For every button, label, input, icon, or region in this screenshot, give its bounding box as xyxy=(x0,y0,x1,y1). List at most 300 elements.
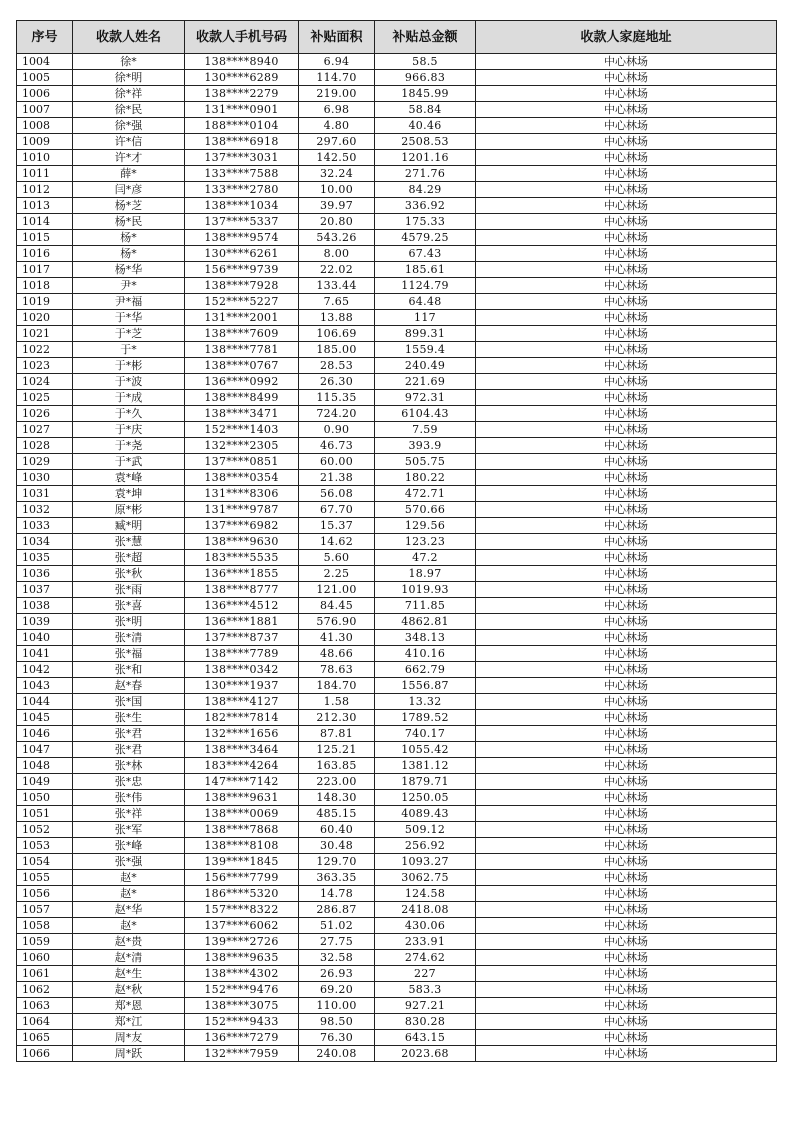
phone-cell: 137****8737 xyxy=(185,630,299,646)
serial-number-cell: 1058 xyxy=(17,918,73,934)
area-cell: 32.24 xyxy=(299,166,375,182)
serial-number-cell: 1054 xyxy=(17,854,73,870)
address-cell: 中心林场 xyxy=(476,438,777,454)
payee-name-cell: 张*林 xyxy=(73,758,185,774)
amount-cell: 2508.53 xyxy=(375,134,476,150)
phone-cell: 156****9739 xyxy=(185,262,299,278)
payee-name-cell: 薛* xyxy=(73,166,185,182)
header-row xyxy=(17,21,777,54)
serial-number-cell: 1051 xyxy=(17,806,73,822)
area-cell: 1.58 xyxy=(299,694,375,710)
serial-number-cell: 1065 xyxy=(17,1030,73,1046)
serial-number-cell: 1034 xyxy=(17,534,73,550)
phone-cell: 139****1845 xyxy=(185,854,299,870)
area-cell: 297.60 xyxy=(299,134,375,150)
serial-number-cell: 1011 xyxy=(17,166,73,182)
address-cell: 中心林场 xyxy=(476,326,777,342)
payee-name-cell: 张*秋 xyxy=(73,566,185,582)
amount-cell: 348.13 xyxy=(375,630,476,646)
address-cell: 中心林场 xyxy=(476,822,777,838)
amount-cell: 662.79 xyxy=(375,662,476,678)
area-cell: 20.80 xyxy=(299,214,375,230)
serial-number-cell: 1017 xyxy=(17,262,73,278)
address-cell: 中心林场 xyxy=(476,550,777,566)
address-cell: 中心林场 xyxy=(476,262,777,278)
address-cell: 中心林场 xyxy=(476,502,777,518)
phone-cell: 133****7588 xyxy=(185,166,299,182)
table-row xyxy=(17,582,777,598)
subsidy-payee-table xyxy=(16,20,777,1062)
header-home-address: 收款人家庭地址 xyxy=(476,21,777,54)
phone-cell: 152****1403 xyxy=(185,422,299,438)
payee-name-cell: 臧*明 xyxy=(73,518,185,534)
serial-number-cell: 1062 xyxy=(17,982,73,998)
area-cell: 223.00 xyxy=(299,774,375,790)
table-row xyxy=(17,950,777,966)
serial-number-cell: 1046 xyxy=(17,726,73,742)
table-row xyxy=(17,70,777,86)
phone-cell: 138****3471 xyxy=(185,406,299,422)
address-cell: 中心林场 xyxy=(476,662,777,678)
payee-name-cell: 杨*民 xyxy=(73,214,185,230)
amount-cell: 1845.99 xyxy=(375,86,476,102)
address-cell: 中心林场 xyxy=(476,710,777,726)
amount-cell: 18.97 xyxy=(375,566,476,582)
serial-number-cell: 1066 xyxy=(17,1046,73,1062)
payee-name-cell: 赵*春 xyxy=(73,678,185,694)
area-cell: 32.58 xyxy=(299,950,375,966)
serial-number-cell: 1032 xyxy=(17,502,73,518)
subsidy-payee-table-sheet xyxy=(16,20,776,1062)
address-cell: 中心林场 xyxy=(476,86,777,102)
serial-number-cell: 1027 xyxy=(17,422,73,438)
area-cell: 543.26 xyxy=(299,230,375,246)
table-row xyxy=(17,742,777,758)
amount-cell: 124.58 xyxy=(375,886,476,902)
payee-name-cell: 张*强 xyxy=(73,854,185,870)
area-cell: 6.94 xyxy=(299,54,375,70)
payee-name-cell: 张*生 xyxy=(73,710,185,726)
area-cell: 724.20 xyxy=(299,406,375,422)
amount-cell: 2023.68 xyxy=(375,1046,476,1062)
table-row xyxy=(17,726,777,742)
address-cell: 中心林场 xyxy=(476,630,777,646)
table-header xyxy=(17,21,777,54)
phone-cell: 183****5535 xyxy=(185,550,299,566)
phone-cell: 137****6062 xyxy=(185,918,299,934)
table-row xyxy=(17,566,777,582)
area-cell: 60.40 xyxy=(299,822,375,838)
phone-cell: 138****9574 xyxy=(185,230,299,246)
serial-number-cell: 1008 xyxy=(17,118,73,134)
address-cell: 中心林场 xyxy=(476,358,777,374)
area-cell: 27.75 xyxy=(299,934,375,950)
phone-cell: 138****9631 xyxy=(185,790,299,806)
area-cell: 30.48 xyxy=(299,838,375,854)
serial-number-cell: 1040 xyxy=(17,630,73,646)
serial-number-cell: 1061 xyxy=(17,966,73,982)
area-cell: 14.62 xyxy=(299,534,375,550)
amount-cell: 7.59 xyxy=(375,422,476,438)
phone-cell: 130****6289 xyxy=(185,70,299,86)
serial-number-cell: 1024 xyxy=(17,374,73,390)
address-cell: 中心林场 xyxy=(476,278,777,294)
header-serial-number: 序号 xyxy=(17,21,73,54)
phone-cell: 138****7609 xyxy=(185,326,299,342)
payee-name-cell: 张*清 xyxy=(73,630,185,646)
amount-cell: 927.21 xyxy=(375,998,476,1014)
serial-number-cell: 1014 xyxy=(17,214,73,230)
area-cell: 129.70 xyxy=(299,854,375,870)
amount-cell: 84.29 xyxy=(375,182,476,198)
area-cell: 142.50 xyxy=(299,150,375,166)
serial-number-cell: 1005 xyxy=(17,70,73,86)
payee-name-cell: 于*芝 xyxy=(73,326,185,342)
amount-cell: 1250.05 xyxy=(375,790,476,806)
address-cell: 中心林场 xyxy=(476,1046,777,1062)
area-cell: 2.25 xyxy=(299,566,375,582)
address-cell: 中心林场 xyxy=(476,246,777,262)
amount-cell: 221.69 xyxy=(375,374,476,390)
amount-cell: 1789.52 xyxy=(375,710,476,726)
payee-name-cell: 杨* xyxy=(73,246,185,262)
address-cell: 中心林场 xyxy=(476,934,777,950)
area-cell: 22.02 xyxy=(299,262,375,278)
amount-cell: 336.92 xyxy=(375,198,476,214)
amount-cell: 472.71 xyxy=(375,486,476,502)
serial-number-cell: 1028 xyxy=(17,438,73,454)
amount-cell: 185.61 xyxy=(375,262,476,278)
phone-cell: 138****0767 xyxy=(185,358,299,374)
payee-name-cell: 张*国 xyxy=(73,694,185,710)
payee-name-cell: 于*成 xyxy=(73,390,185,406)
amount-cell: 4089.43 xyxy=(375,806,476,822)
phone-cell: 138****6918 xyxy=(185,134,299,150)
payee-name-cell: 徐*强 xyxy=(73,118,185,134)
phone-cell: 130****6261 xyxy=(185,246,299,262)
table-row xyxy=(17,246,777,262)
serial-number-cell: 1031 xyxy=(17,486,73,502)
serial-number-cell: 1021 xyxy=(17,326,73,342)
amount-cell: 58.84 xyxy=(375,102,476,118)
area-cell: 56.08 xyxy=(299,486,375,502)
table-row xyxy=(17,342,777,358)
phone-cell: 131****2001 xyxy=(185,310,299,326)
payee-name-cell: 张*慧 xyxy=(73,534,185,550)
area-cell: 114.70 xyxy=(299,70,375,86)
table-row xyxy=(17,422,777,438)
phone-cell: 152****9476 xyxy=(185,982,299,998)
table-row xyxy=(17,198,777,214)
payee-name-cell: 赵*秋 xyxy=(73,982,185,998)
payee-name-cell: 赵*生 xyxy=(73,966,185,982)
area-cell: 485.15 xyxy=(299,806,375,822)
phone-cell: 136****7279 xyxy=(185,1030,299,1046)
payee-name-cell: 张*福 xyxy=(73,646,185,662)
address-cell: 中心林场 xyxy=(476,1030,777,1046)
amount-cell: 570.66 xyxy=(375,502,476,518)
address-cell: 中心林场 xyxy=(476,342,777,358)
serial-number-cell: 1007 xyxy=(17,102,73,118)
serial-number-cell: 1036 xyxy=(17,566,73,582)
area-cell: 125.21 xyxy=(299,742,375,758)
address-cell: 中心林场 xyxy=(476,534,777,550)
table-row xyxy=(17,934,777,950)
address-cell: 中心林场 xyxy=(476,694,777,710)
area-cell: 15.37 xyxy=(299,518,375,534)
area-cell: 7.65 xyxy=(299,294,375,310)
table-row xyxy=(17,870,777,886)
payee-name-cell: 张*超 xyxy=(73,550,185,566)
serial-number-cell: 1050 xyxy=(17,790,73,806)
address-cell: 中心林场 xyxy=(476,966,777,982)
address-cell: 中心林场 xyxy=(476,566,777,582)
address-cell: 中心林场 xyxy=(476,454,777,470)
table-row xyxy=(17,358,777,374)
address-cell: 中心林场 xyxy=(476,230,777,246)
area-cell: 133.44 xyxy=(299,278,375,294)
phone-cell: 132****2305 xyxy=(185,438,299,454)
payee-name-cell: 尹*福 xyxy=(73,294,185,310)
phone-cell: 183****4264 xyxy=(185,758,299,774)
address-cell: 中心林场 xyxy=(476,182,777,198)
area-cell: 78.63 xyxy=(299,662,375,678)
amount-cell: 233.91 xyxy=(375,934,476,950)
payee-name-cell: 于* xyxy=(73,342,185,358)
payee-name-cell: 郑*恩 xyxy=(73,998,185,1014)
table-row xyxy=(17,502,777,518)
table-row xyxy=(17,182,777,198)
table-row xyxy=(17,806,777,822)
area-cell: 148.30 xyxy=(299,790,375,806)
phone-cell: 186****5320 xyxy=(185,886,299,902)
address-cell: 中心林场 xyxy=(476,294,777,310)
area-cell: 69.20 xyxy=(299,982,375,998)
serial-number-cell: 1044 xyxy=(17,694,73,710)
payee-name-cell: 于*彬 xyxy=(73,358,185,374)
phone-cell: 136****1855 xyxy=(185,566,299,582)
table-row xyxy=(17,310,777,326)
amount-cell: 1381.12 xyxy=(375,758,476,774)
address-cell: 中心林场 xyxy=(476,870,777,886)
address-cell: 中心林场 xyxy=(476,518,777,534)
phone-cell: 137****3031 xyxy=(185,150,299,166)
serial-number-cell: 1047 xyxy=(17,742,73,758)
serial-number-cell: 1035 xyxy=(17,550,73,566)
table-row xyxy=(17,918,777,934)
amount-cell: 643.15 xyxy=(375,1030,476,1046)
phone-cell: 147****7142 xyxy=(185,774,299,790)
phone-cell: 139****2726 xyxy=(185,934,299,950)
phone-cell: 133****2780 xyxy=(185,182,299,198)
amount-cell: 256.92 xyxy=(375,838,476,854)
address-cell: 中心林场 xyxy=(476,790,777,806)
payee-name-cell: 张*喜 xyxy=(73,598,185,614)
header-payee-phone: 收款人手机号码 xyxy=(185,21,299,54)
table-row xyxy=(17,390,777,406)
area-cell: 5.60 xyxy=(299,550,375,566)
table-row xyxy=(17,1030,777,1046)
table-row xyxy=(17,630,777,646)
area-cell: 363.35 xyxy=(299,870,375,886)
phone-cell: 138****8940 xyxy=(185,54,299,70)
table-row xyxy=(17,614,777,630)
serial-number-cell: 1013 xyxy=(17,198,73,214)
serial-number-cell: 1010 xyxy=(17,150,73,166)
payee-name-cell: 赵* xyxy=(73,918,185,934)
serial-number-cell: 1059 xyxy=(17,934,73,950)
phone-cell: 138****0354 xyxy=(185,470,299,486)
address-cell: 中心林场 xyxy=(476,198,777,214)
area-cell: 87.81 xyxy=(299,726,375,742)
table-row xyxy=(17,822,777,838)
phone-cell: 131****0901 xyxy=(185,102,299,118)
phone-cell: 138****4127 xyxy=(185,694,299,710)
phone-cell: 157****8322 xyxy=(185,902,299,918)
phone-cell: 138****0342 xyxy=(185,662,299,678)
serial-number-cell: 1045 xyxy=(17,710,73,726)
area-cell: 163.85 xyxy=(299,758,375,774)
amount-cell: 271.76 xyxy=(375,166,476,182)
payee-name-cell: 张*忠 xyxy=(73,774,185,790)
phone-cell: 138****7781 xyxy=(185,342,299,358)
phone-cell: 132****1656 xyxy=(185,726,299,742)
amount-cell: 1019.93 xyxy=(375,582,476,598)
table-row xyxy=(17,470,777,486)
amount-cell: 1201.16 xyxy=(375,150,476,166)
area-cell: 115.35 xyxy=(299,390,375,406)
amount-cell: 740.17 xyxy=(375,726,476,742)
phone-cell: 138****3464 xyxy=(185,742,299,758)
address-cell: 中心林场 xyxy=(476,614,777,630)
amount-cell: 6104.43 xyxy=(375,406,476,422)
payee-name-cell: 于*尧 xyxy=(73,438,185,454)
table-row xyxy=(17,134,777,150)
amount-cell: 123.23 xyxy=(375,534,476,550)
table-row xyxy=(17,886,777,902)
phone-cell: 138****8108 xyxy=(185,838,299,854)
address-cell: 中心林场 xyxy=(476,150,777,166)
table-row xyxy=(17,102,777,118)
amount-cell: 711.85 xyxy=(375,598,476,614)
address-cell: 中心林场 xyxy=(476,374,777,390)
table-row xyxy=(17,374,777,390)
address-cell: 中心林场 xyxy=(476,918,777,934)
amount-cell: 4579.25 xyxy=(375,230,476,246)
serial-number-cell: 1042 xyxy=(17,662,73,678)
phone-cell: 138****2279 xyxy=(185,86,299,102)
serial-number-cell: 1020 xyxy=(17,310,73,326)
serial-number-cell: 1019 xyxy=(17,294,73,310)
area-cell: 60.00 xyxy=(299,454,375,470)
area-cell: 13.88 xyxy=(299,310,375,326)
table-row xyxy=(17,646,777,662)
amount-cell: 4862.81 xyxy=(375,614,476,630)
address-cell: 中心林场 xyxy=(476,582,777,598)
amount-cell: 509.12 xyxy=(375,822,476,838)
amount-cell: 240.49 xyxy=(375,358,476,374)
address-cell: 中心林场 xyxy=(476,598,777,614)
serial-number-cell: 1052 xyxy=(17,822,73,838)
serial-number-cell: 1030 xyxy=(17,470,73,486)
serial-number-cell: 1012 xyxy=(17,182,73,198)
address-cell: 中心林场 xyxy=(476,998,777,1014)
table-row xyxy=(17,326,777,342)
serial-number-cell: 1064 xyxy=(17,1014,73,1030)
payee-name-cell: 徐*明 xyxy=(73,70,185,86)
serial-number-cell: 1063 xyxy=(17,998,73,1014)
payee-name-cell: 于*久 xyxy=(73,406,185,422)
payee-name-cell: 张*雨 xyxy=(73,582,185,598)
amount-cell: 180.22 xyxy=(375,470,476,486)
payee-name-cell: 于*武 xyxy=(73,454,185,470)
address-cell: 中心林场 xyxy=(476,982,777,998)
payee-name-cell: 张*君 xyxy=(73,742,185,758)
address-cell: 中心林场 xyxy=(476,902,777,918)
amount-cell: 13.32 xyxy=(375,694,476,710)
payee-name-cell: 徐*祥 xyxy=(73,86,185,102)
table-row xyxy=(17,54,777,70)
table-row xyxy=(17,294,777,310)
payee-name-cell: 于*庆 xyxy=(73,422,185,438)
serial-number-cell: 1053 xyxy=(17,838,73,854)
address-cell: 中心林场 xyxy=(476,470,777,486)
table-row xyxy=(17,662,777,678)
amount-cell: 58.5 xyxy=(375,54,476,70)
amount-cell: 899.31 xyxy=(375,326,476,342)
serial-number-cell: 1039 xyxy=(17,614,73,630)
area-cell: 10.00 xyxy=(299,182,375,198)
area-cell: 46.73 xyxy=(299,438,375,454)
payee-name-cell: 徐*民 xyxy=(73,102,185,118)
area-cell: 6.98 xyxy=(299,102,375,118)
payee-name-cell: 许*信 xyxy=(73,134,185,150)
phone-cell: 138****7789 xyxy=(185,646,299,662)
amount-cell: 410.16 xyxy=(375,646,476,662)
payee-name-cell: 张*军 xyxy=(73,822,185,838)
payee-name-cell: 于*华 xyxy=(73,310,185,326)
payee-name-cell: 原*彬 xyxy=(73,502,185,518)
amount-cell: 830.28 xyxy=(375,1014,476,1030)
table-row xyxy=(17,518,777,534)
area-cell: 8.00 xyxy=(299,246,375,262)
table-row xyxy=(17,454,777,470)
serial-number-cell: 1048 xyxy=(17,758,73,774)
phone-cell: 188****0104 xyxy=(185,118,299,134)
table-body xyxy=(17,54,777,1062)
address-cell: 中心林场 xyxy=(476,166,777,182)
payee-name-cell: 闫*彦 xyxy=(73,182,185,198)
payee-name-cell: 于*波 xyxy=(73,374,185,390)
serial-number-cell: 1023 xyxy=(17,358,73,374)
area-cell: 576.90 xyxy=(299,614,375,630)
table-row xyxy=(17,758,777,774)
payee-name-cell: 赵*华 xyxy=(73,902,185,918)
address-cell: 中心林场 xyxy=(476,742,777,758)
payee-name-cell: 张*明 xyxy=(73,614,185,630)
payee-name-cell: 赵*贵 xyxy=(73,934,185,950)
area-cell: 98.50 xyxy=(299,1014,375,1030)
area-cell: 26.93 xyxy=(299,966,375,982)
table-row xyxy=(17,598,777,614)
area-cell: 240.08 xyxy=(299,1046,375,1062)
amount-cell: 1556.87 xyxy=(375,678,476,694)
address-cell: 中心林场 xyxy=(476,102,777,118)
phone-cell: 138****8499 xyxy=(185,390,299,406)
payee-name-cell: 杨*芝 xyxy=(73,198,185,214)
serial-number-cell: 1016 xyxy=(17,246,73,262)
address-cell: 中心林场 xyxy=(476,758,777,774)
